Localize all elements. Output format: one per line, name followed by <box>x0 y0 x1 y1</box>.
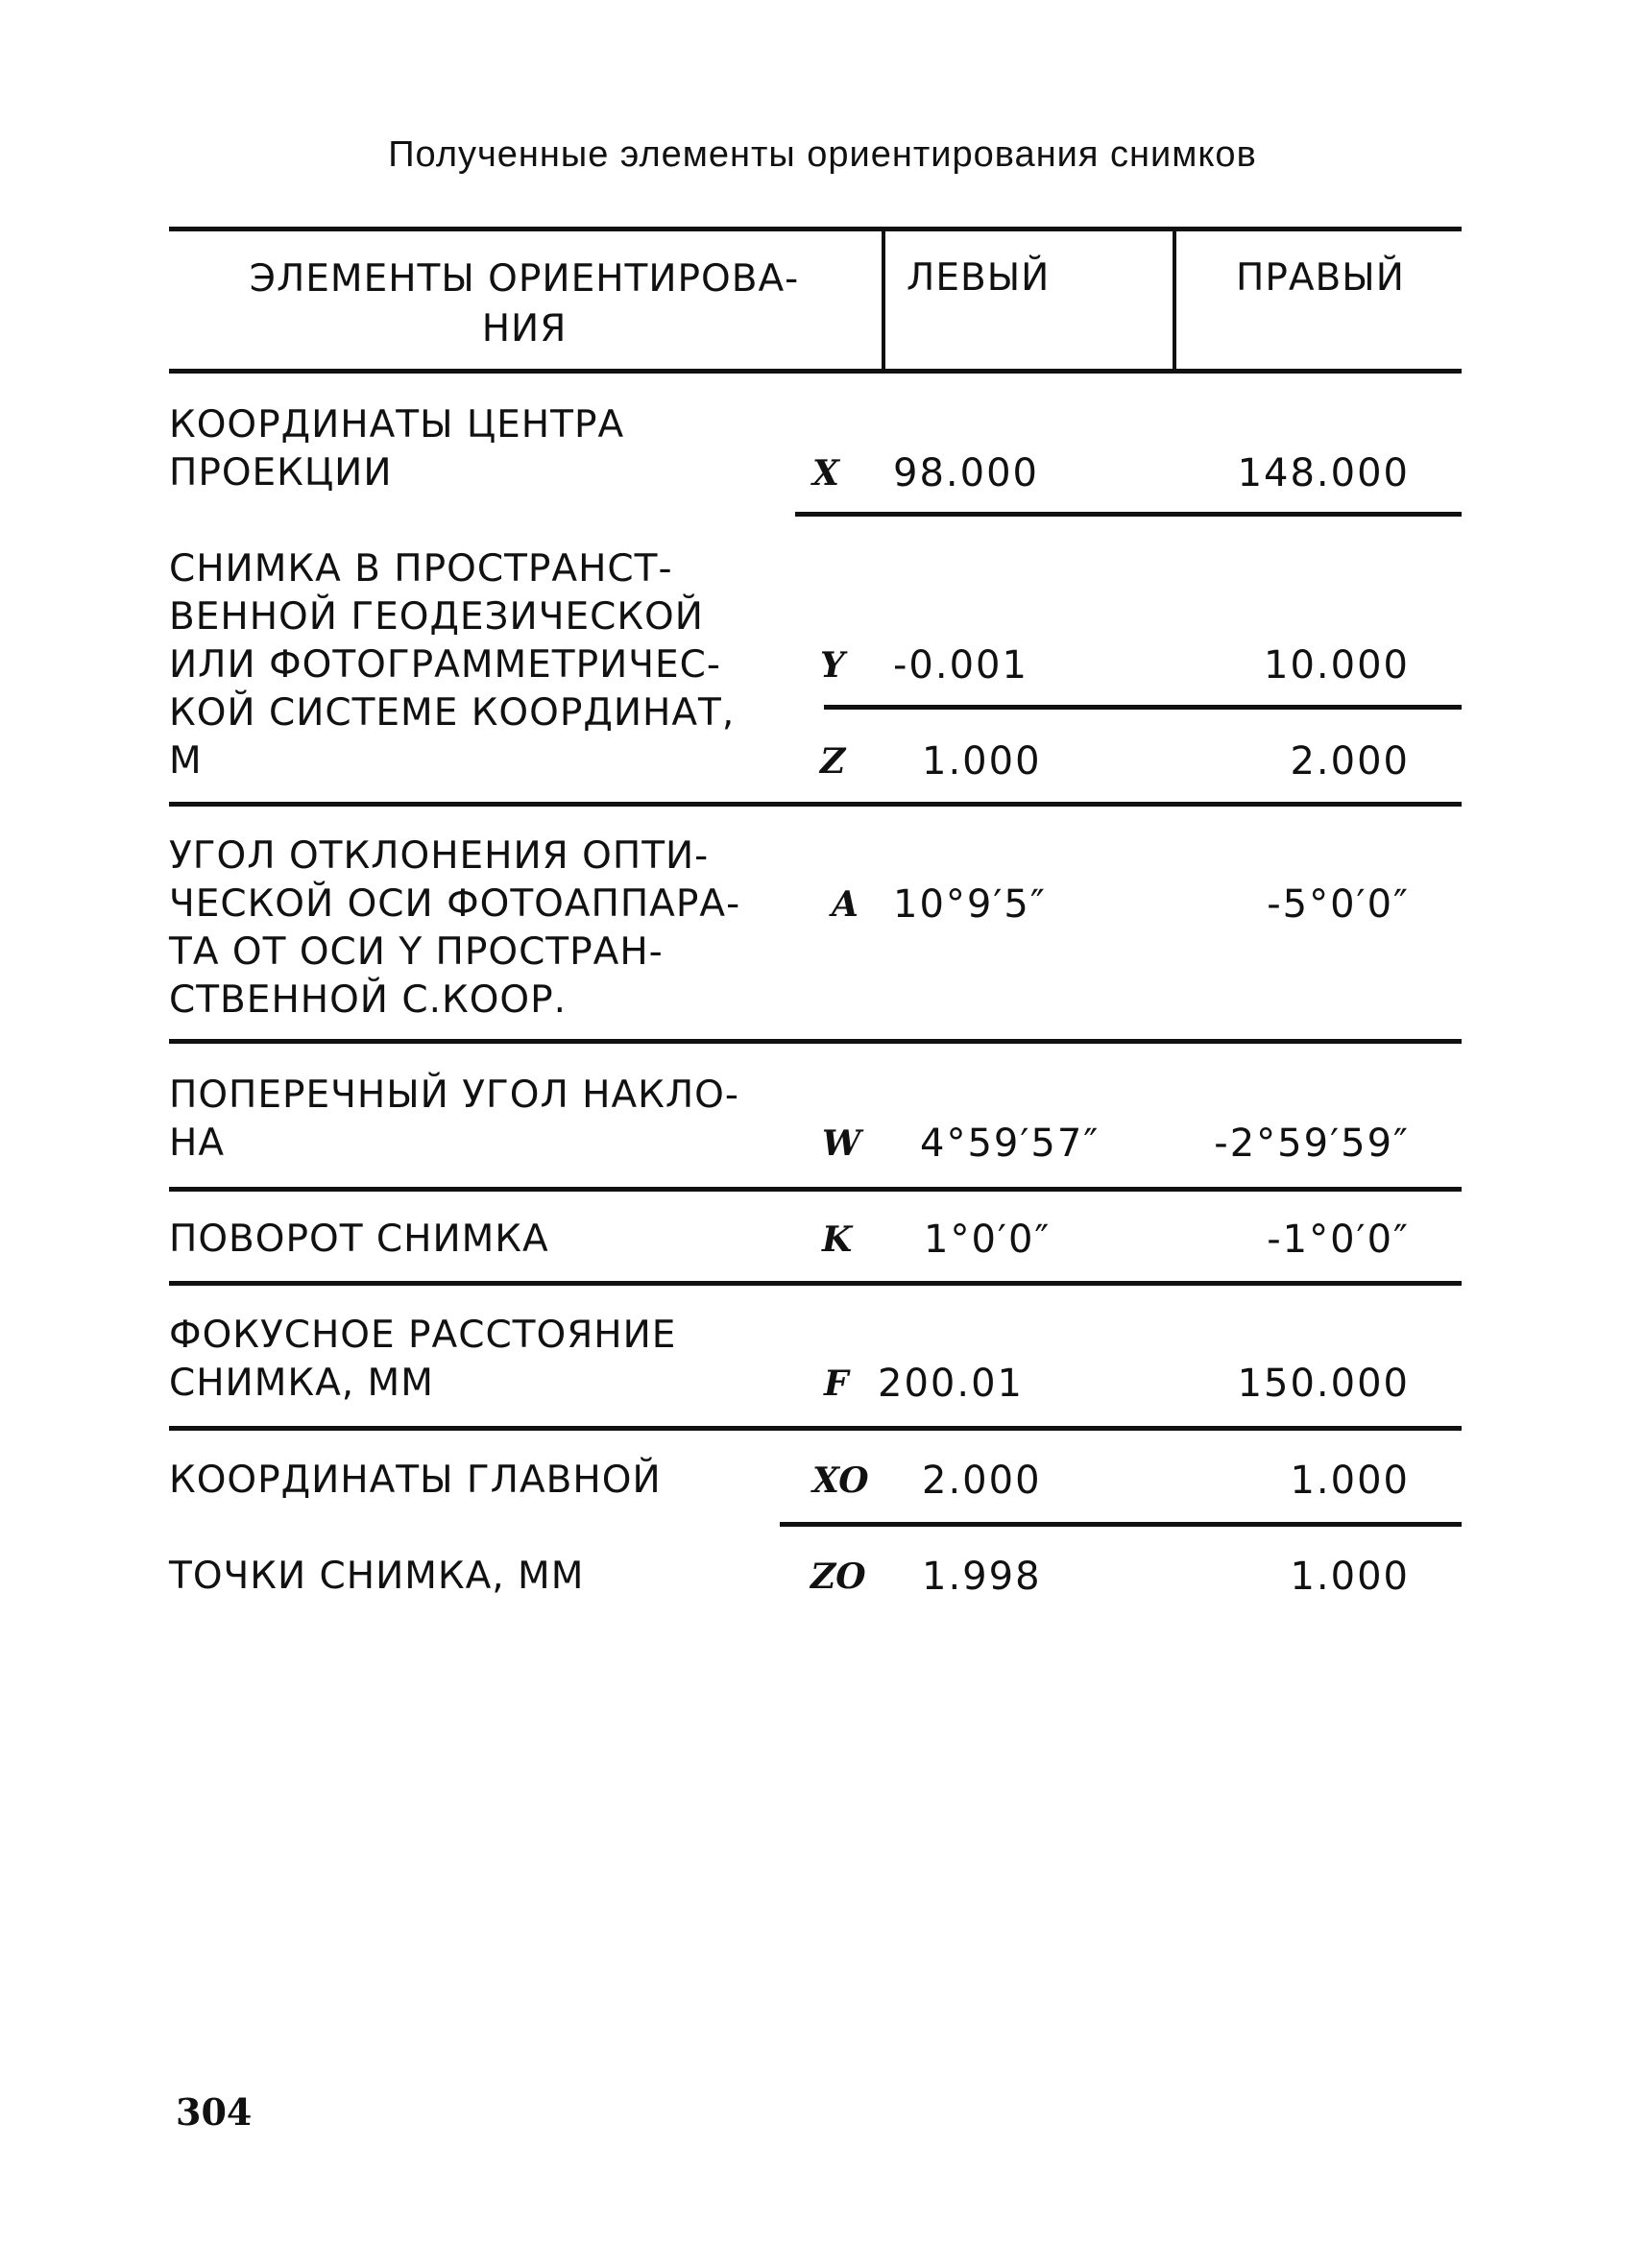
row-label: КООРДИНАТЫ ГЛАВНОЙ <box>169 1459 662 1502</box>
row-rule <box>169 1426 1462 1431</box>
row-right-value: 1.000 <box>1290 1555 1410 1599</box>
row-left-value: 200.01 <box>878 1362 1024 1406</box>
row-left-value: 4°59′57″ <box>920 1122 1101 1166</box>
row-right-value: 148.000 <box>1237 451 1410 495</box>
row-label: СНИМКА В ПРОСТРАНСТ- ВЕННОЙ ГЕОДЕЗИЧЕСКОЙ ИЛИ ФОТОГРАММЕТРИЧЕС- КОЙ СИСТЕМЕ КООРДИНАТ, М <box>169 547 736 783</box>
row-label: ПОПЕРЕЧНЫЙ УГОЛ НАКЛО- НА <box>169 1074 739 1165</box>
row-right-value: -5°0′0″ <box>1267 882 1410 927</box>
row-symbol: A <box>832 884 859 925</box>
header-left: ЛЕВЫЙ <box>907 256 1051 300</box>
row-rule <box>169 802 1462 807</box>
header-elements: ЭЛЕМЕНТЫ ОРИЕНТИРОВА- НИЯ <box>249 257 800 350</box>
row-left-value: -0.001 <box>893 643 1028 688</box>
row-rule <box>795 512 1462 517</box>
row-left-value: 1.998 <box>922 1555 1042 1599</box>
row-left-value: 1.000 <box>922 739 1042 784</box>
row-symbol: K <box>822 1219 853 1260</box>
row-right-value: 150.000 <box>1237 1362 1410 1406</box>
row-rule <box>169 1281 1462 1286</box>
row-label: УГОЛ ОТКЛОНЕНИЯ ОПТИ- ЧЕСКОЙ ОСИ ФОТОАППАРА- ТА ОТ ОСИ Y ПРОСТРАН- СТВЕННОЙ С.КООР. <box>169 834 741 1022</box>
row-right-value: 1.000 <box>1290 1459 1410 1503</box>
row-symbol: XO <box>812 1460 869 1501</box>
row-symbol: W <box>822 1123 861 1164</box>
row-right-value: 10.000 <box>1264 643 1410 688</box>
row-label: ФОКУСНОЕ РАССТОЯНИЕ СНИМКА, ММ <box>169 1314 677 1405</box>
row-rule <box>824 705 1462 710</box>
row-symbol: Y <box>820 645 845 686</box>
row-left-value: 10°9′5″ <box>893 882 1047 927</box>
row-symbol: Z <box>820 741 846 782</box>
row-label: ТОЧКИ СНИМКА, ММ <box>169 1555 585 1598</box>
page-number: 304 <box>176 2090 253 2134</box>
row-rule <box>169 1039 1462 1044</box>
row-symbol: F <box>824 1363 849 1404</box>
row-symbol: ZO <box>810 1556 866 1597</box>
row-left-value: 2.000 <box>922 1459 1042 1503</box>
row-right-value: -2°59′59″ <box>1214 1122 1410 1166</box>
row-symbol: X <box>812 453 839 494</box>
row-left-value: 1°0′0″ <box>924 1218 1052 1262</box>
row-right-value: -1°0′0″ <box>1267 1218 1410 1262</box>
table-caption: Полученные элементы ориентирования снимков <box>388 134 1257 175</box>
header-right: ПРАВЫЙ <box>1236 256 1405 300</box>
row-rule <box>780 1522 1462 1527</box>
row-left-value: 98.000 <box>893 451 1039 495</box>
row-right-value: 2.000 <box>1290 739 1410 784</box>
row-label: КООРДИНАТЫ ЦЕНТРА ПРОЕКЦИИ <box>169 403 625 495</box>
header-bottom-rule <box>169 369 1462 374</box>
row-rule <box>169 1187 1462 1192</box>
row-label: ПОВОРОТ СНИМКА <box>169 1218 549 1261</box>
table-top-rule <box>169 227 1462 231</box>
